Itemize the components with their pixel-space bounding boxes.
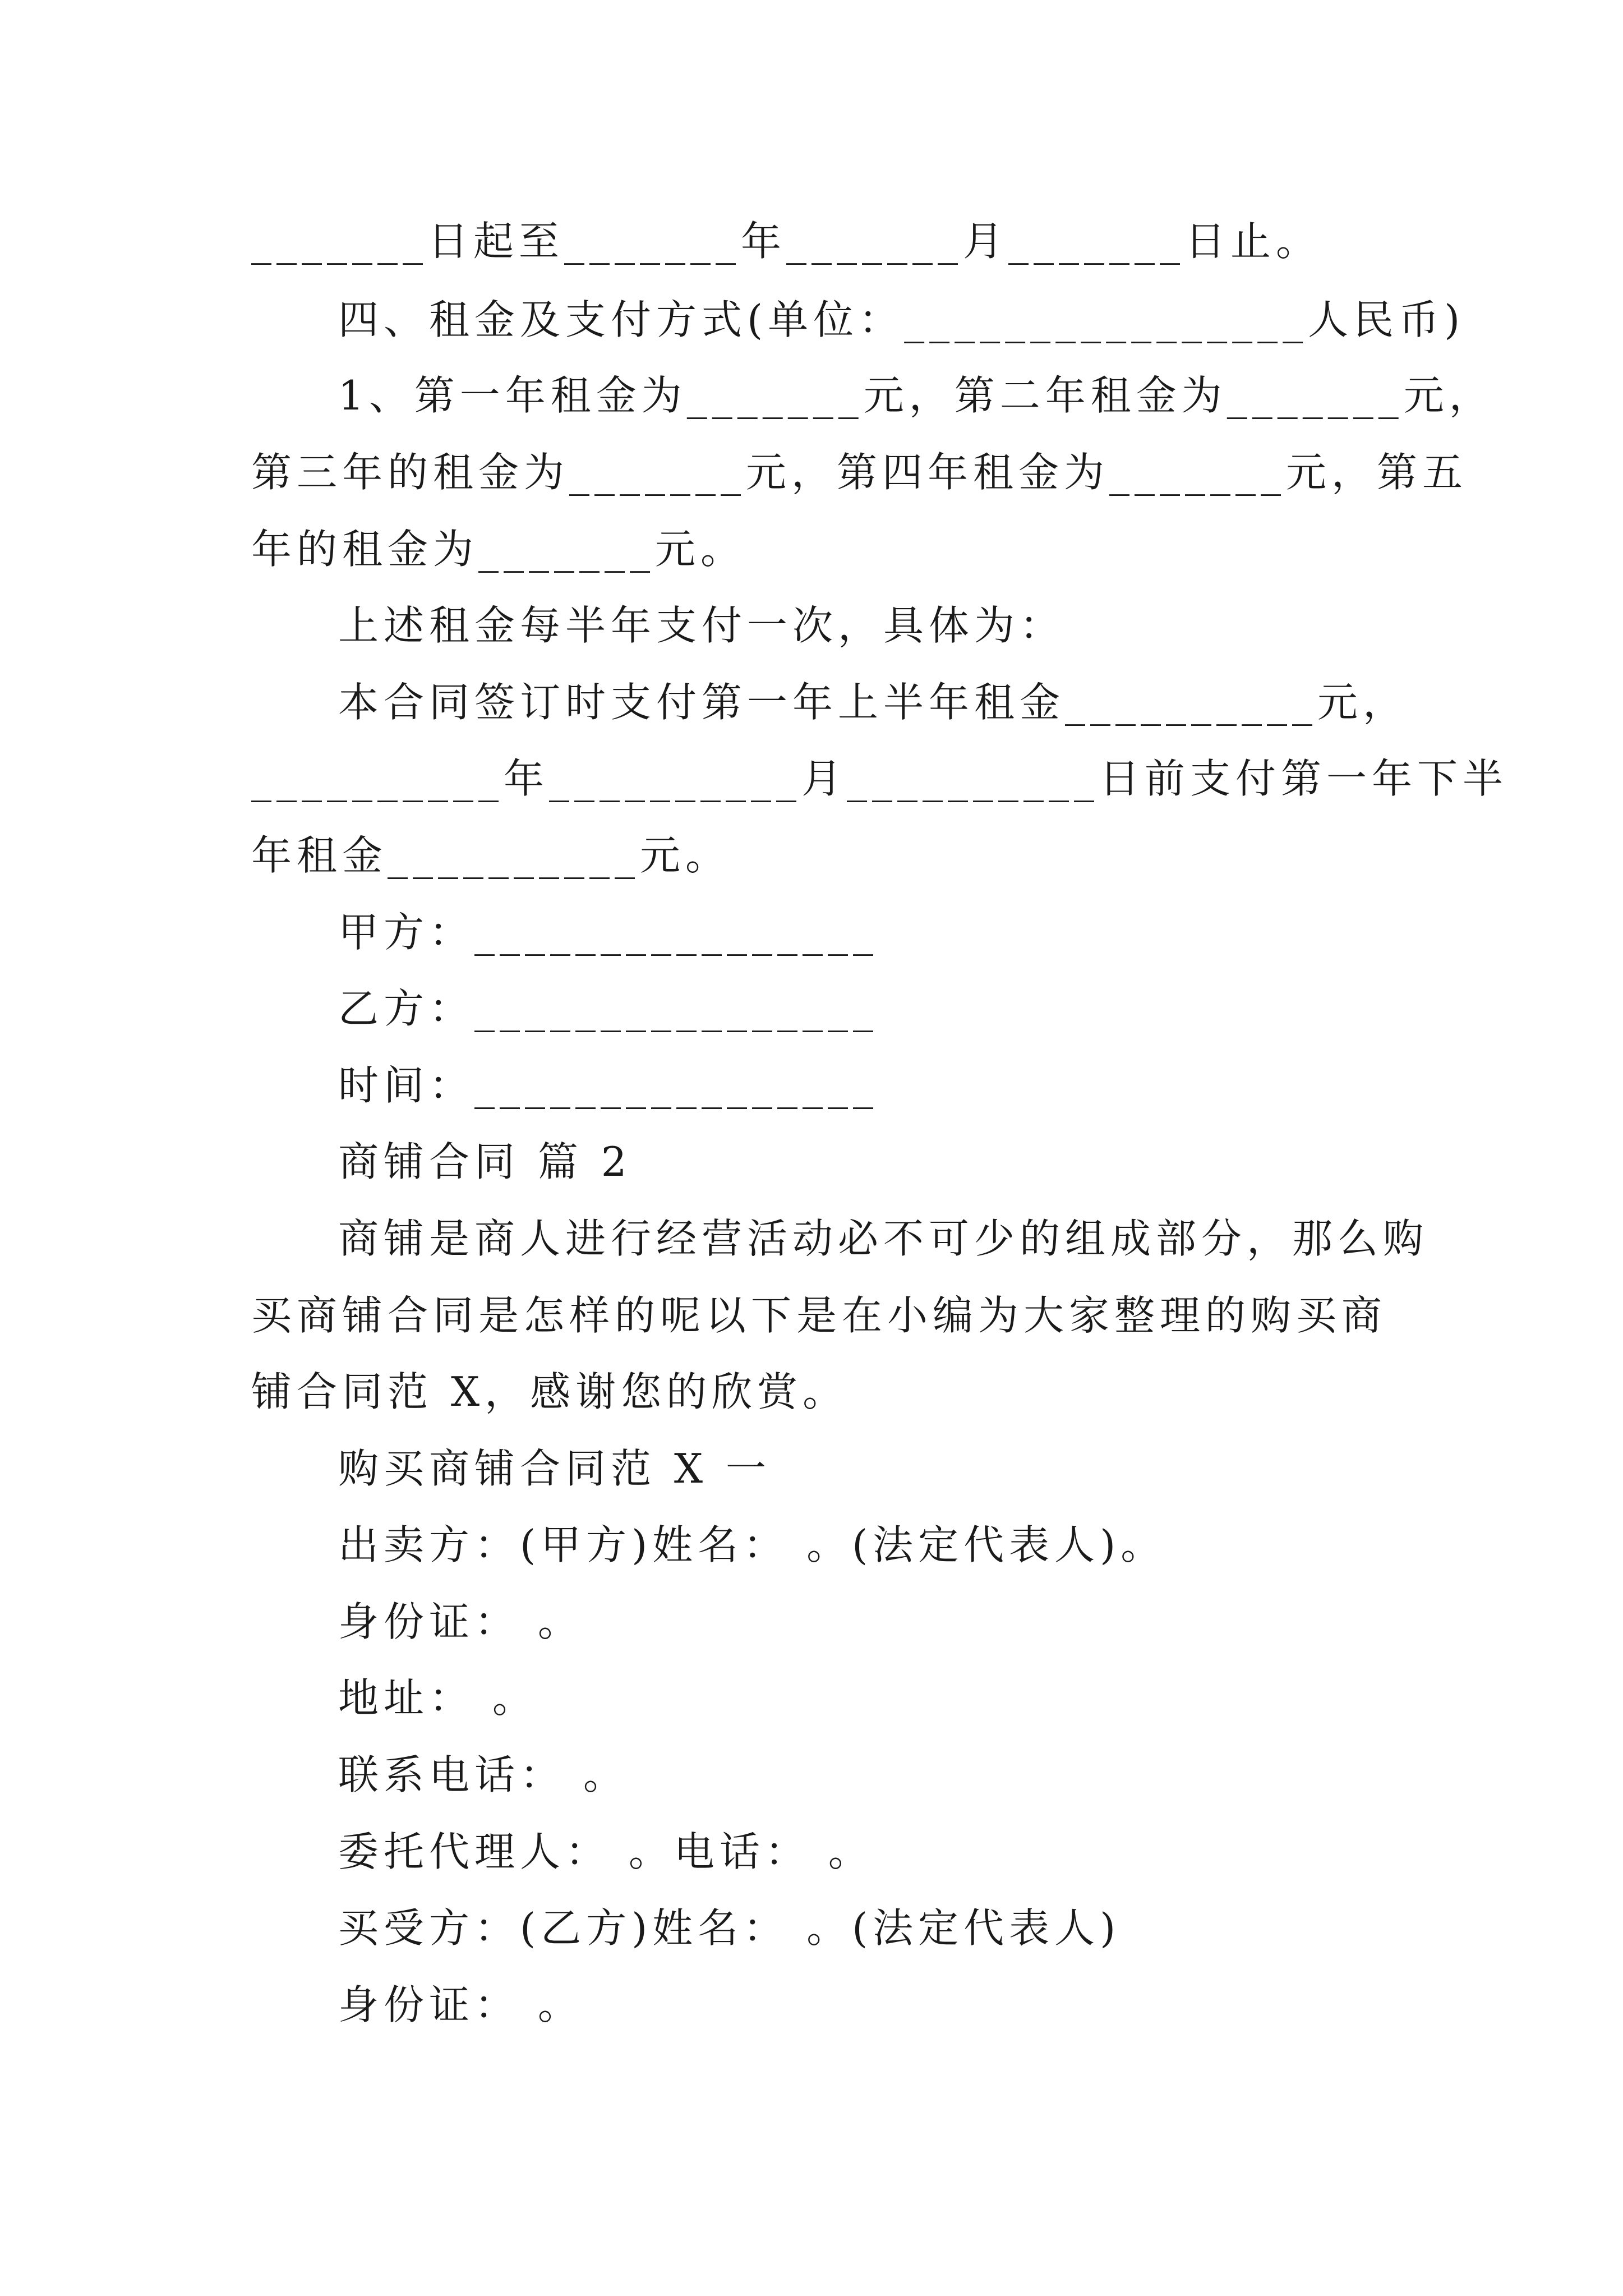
text-line-16: 铺合同范 X，感谢您的欣赏。 bbox=[251, 1368, 849, 1415]
party-a-signature-line: 甲方：________________ bbox=[338, 909, 879, 956]
buyer-line: 买受方：(乙方)姓名： 。(法定代表人) bbox=[338, 1904, 1121, 1952]
text-line-9: 年租金__________元。 bbox=[251, 832, 731, 879]
text-line-8: __________年__________月__________日前支付第一年下半 bbox=[251, 755, 1509, 802]
text-line-5: 年的租金为_______元。 bbox=[251, 526, 746, 573]
text-line-6: 上述租金每半年支付一次，具体为： bbox=[338, 602, 1066, 649]
text-line-15: 买商铺合同是怎样的呢以下是在小编为大家整理的购买商 bbox=[251, 1292, 1387, 1339]
text-line-14: 商铺是商人进行经营活动必不可少的组成部分，那么购 bbox=[338, 1215, 1429, 1262]
section-heading-rent-payment: 四、租金及支付方式(单位：________________人民币) bbox=[338, 296, 1465, 343]
id-card-line: 身份证： 。 bbox=[338, 1598, 583, 1645]
phone-line: 联系电话： 。 bbox=[338, 1751, 629, 1798]
party-b-signature-line: 乙方：________________ bbox=[338, 985, 879, 1032]
date-signature-line: 时间：________________ bbox=[338, 1062, 879, 1109]
text-line-3: 1、第一年租金为_______元，第二年租金为_______元， bbox=[338, 372, 1495, 419]
agent-line: 委托代理人： 。电话： 。 bbox=[338, 1828, 874, 1875]
text-line-4: 第三年的租金为_______元，第四年租金为_______元，第五 bbox=[251, 449, 1468, 496]
text-line-1: _______日起至_______年_______月_______日止。 bbox=[251, 218, 1322, 265]
seller-line: 出卖方：(甲方)姓名： 。(法定代表人)。 bbox=[338, 1521, 1166, 1568]
text-line-7: 本合同签订时支付第一年上半年租金__________元， bbox=[338, 679, 1409, 726]
buyer-id-card-line: 身份证： 。 bbox=[338, 1981, 583, 2028]
section-title: 商铺合同 篇 2 bbox=[338, 1138, 632, 1185]
subsection-title: 购买商铺合同范 X 一 bbox=[338, 1445, 772, 1492]
address-line: 地址： 。 bbox=[338, 1674, 538, 1722]
